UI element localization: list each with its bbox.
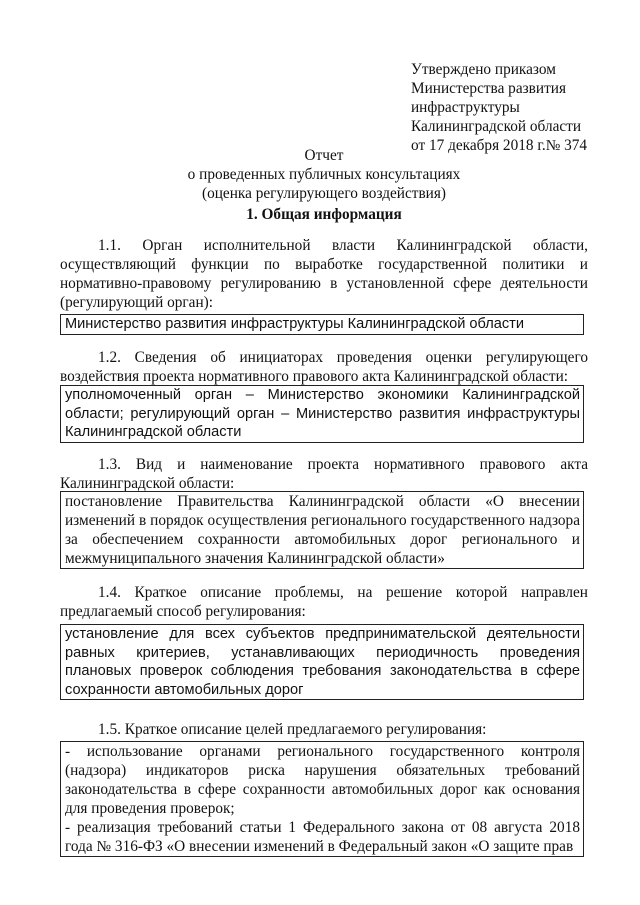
report-heading bbox=[60, 146, 588, 203]
paragraph-1-3: 1.3. Вид и наименование проекта нормативного правового акта Калининградской области: bbox=[60, 456, 588, 492]
section-title: 1. Общая информация bbox=[246, 206, 402, 223]
answer-box-1-2: уполномоченный орган – Министерство экономики Калининградской области; регулирующий орган – Министерство развития инфраструктуры Калининградской области bbox=[60, 385, 584, 443]
report-subtitle-2: (оценка регулирующего воздействия) bbox=[202, 185, 446, 202]
answer-box-1-4: установление для всех субъектов предпринимательской деятельности равных критериев, устанавливающих периодичность проведения плановых проверок соблюдения требования законодательства в сфере сохранности автомобильных дорог bbox=[60, 624, 584, 700]
report-subtitle: о проведенных публичных консультациях bbox=[187, 166, 461, 183]
approval-line: Министерства развития bbox=[411, 80, 566, 97]
paragraph-1-1: 1.1. Орган исполнительной власти Калининградской области, осуществляющий функции по выработке государственной политики и нормативно-правовому регулированию в установленной сфере деятельности (регулирующий орган): bbox=[60, 237, 588, 311]
paragraph-1-4: 1.4. Краткое описание проблемы, на решение которой направлен предлагаемый способ регулирования: bbox=[60, 584, 588, 620]
approval-line: инфраструктуры bbox=[411, 99, 520, 116]
answer-box-1-5 bbox=[60, 741, 584, 857]
paragraph-1-5: 1.5. Краткое описание целей предлагаемого регулирования: bbox=[98, 721, 487, 738]
approval-line: Калининградской области bbox=[411, 118, 582, 135]
answer-box-1-3: постановление Правительства Калининградской области «О внесении изменений в порядок осуществления регионального государственного надзора за обеспечением сохранности автомобильных дорог регионального и межмуниципального значения Калининградской области» bbox=[60, 491, 584, 569]
approval-line: Утверждено приказом bbox=[411, 61, 556, 78]
goal-item: - реализация требований статьи 1 Федерального закона от 08 августа 2018 года № 316-ФЗ «О внесении изменений в Федеральный закон «О защите прав bbox=[65, 819, 580, 855]
answer-box-1-1: Министерство развития инфраструктуры Калининградской области bbox=[60, 314, 584, 335]
goal-item: - использование органами регионального государственного контроля (надзора) индикаторов риска нарушения обязательных требований законодательства в сфере сохранности автомобильных дорог как основания для проведения проверок; bbox=[65, 743, 580, 817]
approval-line: от 17 декабря 2018 г.№ 374 bbox=[411, 137, 588, 154]
approval-stamp bbox=[411, 60, 631, 155]
paragraph-1-2: 1.2. Сведения об инициаторах проведения оценки регулирующего воздействия проекта нормативного правового акта Калининградской области: bbox=[60, 349, 588, 385]
report-title: Отчет bbox=[304, 147, 344, 164]
